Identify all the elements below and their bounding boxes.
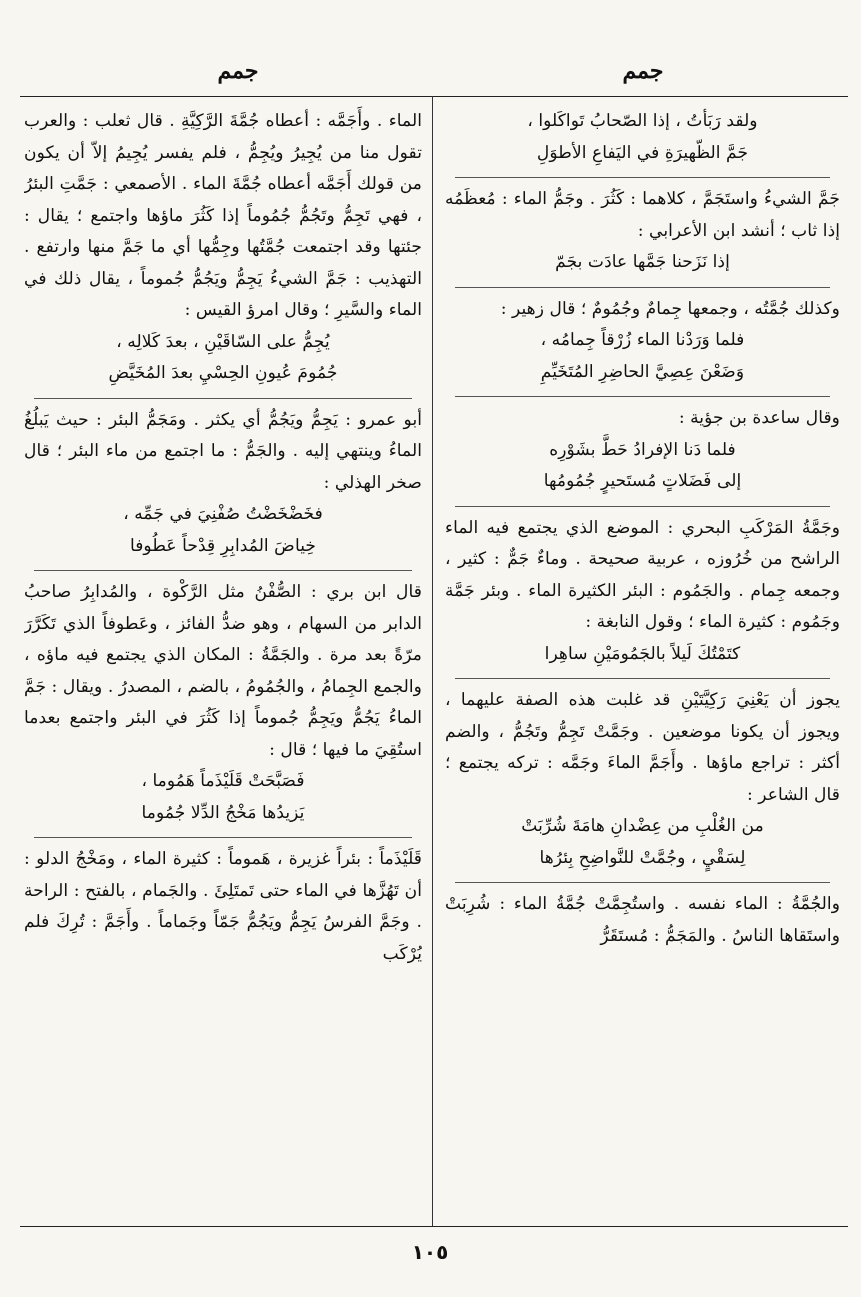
left-column <box>24 106 422 1218</box>
verse-line: إذا نَزَحنا جَمَّها عادَت بجَمّ <box>555 252 730 272</box>
verse-line: يُجِمُّ على السّاقَيْنِ ، بعدَ كَلالِه ، <box>116 331 330 352</box>
entry-paragraph: والجُمَّةُ : الماء نفسه . واستُجِمَّتْ جُمَّةُ الماء : شُرِبَتْ واستَقاها الناسُ . والمَجَمُّ : مُستَقَرُّ <box>445 894 840 946</box>
right-column <box>445 106 840 1218</box>
verse-line: من الغُلْبِ من عِضْدانِ هامَةَ شُرِّبَتْ <box>521 816 764 836</box>
verse-line: يَزيدُها مَخْجُ الدِّلا جُمُوما <box>141 802 305 823</box>
verse-line: جُمُومَ عُيونِ الحِسْيِ بعدَ المُخَيَّضِ <box>108 363 338 383</box>
entry-paragraph: الماء . وأَجَمَّه : أعطاه جُمَّةَ الرَّكِيَّةِ . قال ثعلب : والعرب تقول منا من يُجِيرُ ويُجِمُّ ، فلم يفسر يُجِيمُ إلاّ أن يكون من قولك أَجَمَّه أعطاه جُمَّةَ الماء . الأصمعي : جَمَّتِ البئرُ ، فهي تَجِمُّ وتَجُمُّ جُمُوماً إذا كَثُرَ ماؤها واجتمع ؛ يقال : جئتها وقد اجتمعت جُمَّتُها وجِمُّها أي ما جَمَّ منها وارتفع . التهذيب : جَمَّ الشيءُ يَجِمُّ ويَجُمُّ جُموماً ، يقال ذلك في الماء والسَّيرِ ؛ وقال امرؤ القيس : <box>24 111 422 320</box>
entry-paragraph: وجَمَّةُ المَرْكَبِ البحري : الموضع الذي يجتمع فيه الماء الراشح من خُرُوزه ، عربية صحيحة . وماءٌ جَمٌّ : كثير ، وجمعه جِمام . والجَمُوم : البئر الكثيرة الماء . وبئر جَمَّة وجَمُوم : كثيرة الماء ؛ وقول النابغة : <box>445 517 840 632</box>
entry-paragraph: يجوز أن يَعْنِيَ رَكِيَّتَيْنِ قد غلبت هذه الصفة عليهما ، ويجوز أن يكونا موضعين . وجَمَّتْ تَجِمُّ وتَجُمُّ ، والضم أكثر : تراجع ماؤها . وأَجَمَّ الماءَ وجَمَّه : تركه يجتمع ؛ قال الشاعر : <box>445 690 840 805</box>
page-number: ١٠٥ <box>411 1240 449 1264</box>
header-rule <box>20 96 848 97</box>
section-separator <box>455 882 830 883</box>
entry-paragraph: قال ابن بري : الصُّفْنُ مثل الرَّكْوة ، والمُدابِرُ صاحبُ الدابر من السهام ، وهو ضدُّ الفائز ، وعَطوفاً الذي تَكَرَّرَ مرّةً بعد مرة . والجَمَّةُ : المكان الذي يجتمع فيه ماؤه ، والجمع الجِمامُ ، والجُمُومُ ، بالضم ، المصدرُ . ويقال : جَمَّ الماءُ يَجُمُّ ويَجِمُّ جُموماً إذا كَثُرَ في البئر واجتمع بعدما استُقِيَ ما فيها ؛ قال : <box>24 582 422 760</box>
entry-paragraph: وكذلك جُمَّتُه ، وجمعها جِمامٌ وجُمُومٌ ؛ قال زهير : <box>500 298 840 319</box>
section-separator <box>455 177 830 178</box>
verse-line: وَضَعْنَ عِصِيَّ الحاضِرِ المُتَخَيِّمِ <box>540 361 745 382</box>
verse-line: ولقد رَبَأتُ ، إذا الصّحابُ تَواكَلوا ، <box>527 111 758 131</box>
section-separator <box>34 570 412 571</box>
verse-line: لِسَقْيٍ ، وجُمَّتْ للنَّواضِحِ بِئرُها <box>539 847 746 868</box>
verse-line: إلى فَضَلاتٍ مُستَحيرٍ جُمُومُها <box>543 471 742 491</box>
section-separator <box>455 396 830 397</box>
section-separator <box>455 678 830 679</box>
verse-line: جَمَّ الظّهيرَةِ في اليَفاعِ الأطوَلِ <box>536 142 749 163</box>
verse-line: فَصَبَّحَتْ قَلَيْذَماً هَمُوما ، <box>141 771 305 791</box>
footer-rule <box>20 1226 848 1227</box>
running-header-right: جمم <box>622 58 664 84</box>
verse-line: كتَمْتُكَ لَيلاً بالجَمُومَيْنِ ساهِرا <box>544 643 741 664</box>
entry-paragraph: جَمَّ الشيءُ واستَجَمَّ ، كلاهما : كَثُرَ . وجَمُّ الماء : مُعظَمُه إذا ثاب ؛ أنشد ابن الأعرابي : <box>445 189 840 241</box>
section-separator <box>455 287 830 288</box>
verse-line: فخَضْخَضْتُ صُفْنِيَ في جَمِّه ، <box>123 504 323 524</box>
entry-paragraph: قَلَيْذَماً : بئراً غزيرة ، هَموماً : كثيرة الماء ، ومَخْجُ الدلو : أن تَهُزَّها في الماء حتى تَمتَلِئَ . والجَمام ، بالفتح : الراحة . وجَمَّ الفرسُ يَجِمُّ ويَجُمُّ جَمّاً وجَماماً . وأَجَمَّ : تُرِكَ فلم يُرْكَب <box>24 849 422 964</box>
verse-line: فلما وَرَدْنا الماء زُرْقاً جِمامُه ، <box>540 330 745 350</box>
verse-line: خِياضَ المُدابِرِ قِدْحاً عَطُوفا <box>129 535 317 556</box>
entry-paragraph: وقال ساعدة بن جؤية : <box>678 408 840 428</box>
section-separator <box>34 398 412 399</box>
entry-paragraph: أبو عمرو : يَجِمُّ ويَجُمُّ أي يكثر . ومَجَمُّ البئر : حيث يَبلُغُ الماءُ وينتهي إليه . والجَمُّ : ما اجتمع من ماء البئر ؛ قال صخر الهذلي : <box>24 409 422 493</box>
column-divider <box>432 96 433 1226</box>
running-header-left: جمم <box>217 58 259 84</box>
verse-line: فلما دَنا الإفرادُ حَطَّ بشَوْرِه <box>549 439 736 460</box>
section-separator <box>34 837 412 838</box>
section-separator <box>455 506 830 507</box>
